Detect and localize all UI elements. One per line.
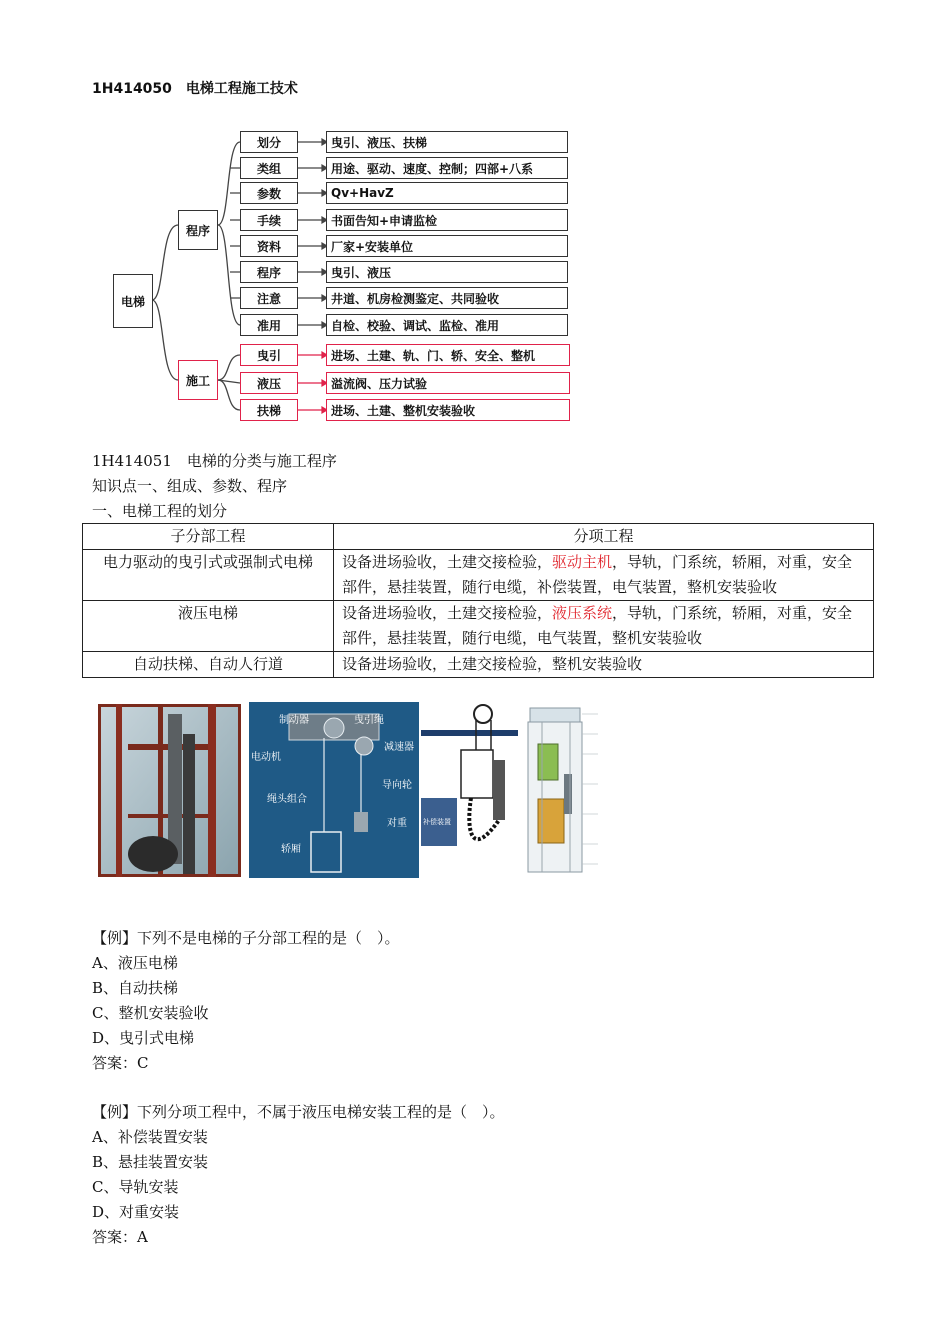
mm-value-division: 曳引、液压、扶梯 bbox=[326, 131, 568, 153]
arrows-construction bbox=[298, 352, 327, 413]
mm-value-category: 用途、驱动、速度、控制；四部+八系 bbox=[326, 157, 568, 179]
connector-root-construction bbox=[152, 300, 178, 380]
label-rope-head: 绳头组合 bbox=[267, 794, 307, 805]
table-header-item: 分项工程 bbox=[334, 524, 874, 550]
mm-value-program: 曳引、液压 bbox=[326, 261, 568, 283]
table-cell-items: 设备进场验收，土建交接检验，驱动主机，导轨，门系统，轿厢，对重，安全部件，悬挂装置，随行电缆，补偿装置，电气装置，整机安装验收 bbox=[334, 550, 874, 601]
traction-elevator-diagram bbox=[249, 702, 419, 878]
mm-value-traction: 进场、土建、轨、门、轿、安全、整机 bbox=[326, 344, 570, 366]
connector-construction-bottom bbox=[218, 380, 240, 410]
knowledge-point: 知识点一、组成、参数、程序 bbox=[92, 477, 288, 495]
connector-construction-top bbox=[218, 355, 240, 380]
mm-key-procedures: 手续 bbox=[240, 209, 298, 231]
table-cell-sub: 电力驱动的曳引式或强制式电梯 bbox=[83, 550, 334, 601]
table-row bbox=[83, 652, 874, 678]
example-2-question: 【例】下列分项工程中，不属于液压电梯安装工程的是（ ）。 bbox=[92, 1103, 505, 1121]
mm-key-program: 程序 bbox=[240, 261, 298, 283]
mindmap-root: 电梯 bbox=[113, 274, 153, 328]
mm-value-escalator: 进场、土建、整机安装验收 bbox=[326, 399, 570, 421]
example-2-answer: 答案：A bbox=[92, 1228, 148, 1246]
table-row bbox=[83, 601, 874, 652]
label-counterweight: 对重 bbox=[387, 818, 407, 829]
label-compensation: 补偿装置 bbox=[423, 818, 451, 826]
table-cell-items: 设备进场验收，土建交接检验，液压系统，导轨，门系统，轿厢，对重，安全部件，悬挂装置，随行电缆，电气装置，整机安装验收 bbox=[334, 601, 874, 652]
arrows-program bbox=[298, 139, 327, 328]
mm-key-approval: 准用 bbox=[240, 314, 298, 336]
connector-program-top bbox=[218, 142, 240, 225]
example-1-question: 【例】下列不是电梯的子分部工程的是（ ）。 bbox=[92, 929, 400, 947]
mm-key-division: 划分 bbox=[240, 131, 298, 153]
section-title: 1H414050 电梯工程施工技术 bbox=[92, 81, 298, 97]
example-2-option-b: B、悬挂装置安装 bbox=[92, 1153, 209, 1171]
division-table bbox=[82, 523, 874, 678]
example-1-option-c: C、整机安装验收 bbox=[92, 1004, 209, 1022]
mm-key-traction: 曳引 bbox=[240, 344, 298, 366]
table-header-row bbox=[83, 524, 874, 550]
label-guide-wheel: 导向轮 bbox=[382, 780, 412, 791]
elevator-shaft-photo bbox=[98, 704, 241, 877]
subsection-title: 1H414051 电梯的分类与施工程序 bbox=[92, 452, 337, 470]
mm-key-parameters: 参数 bbox=[240, 182, 298, 204]
connector-program-bottom bbox=[218, 225, 240, 325]
example-1-option-a: A、液压电梯 bbox=[92, 954, 178, 972]
table-header-sub: 子分部工程 bbox=[83, 524, 334, 550]
mindmap-branch-construction: 施工 bbox=[178, 360, 218, 400]
highlight-drive-machine: 驱动主机 bbox=[552, 553, 613, 571]
mm-key-notes: 注意 bbox=[240, 287, 298, 309]
compensation-chain-diagram bbox=[421, 700, 518, 878]
highlight-hydraulic-system: 液压系统 bbox=[552, 604, 613, 622]
label-car: 轿厢 bbox=[281, 844, 301, 855]
mm-value-documents: 厂家+安装单位 bbox=[326, 235, 568, 257]
table-cell-items: 设备进场验收，土建交接检验，整机安装验收 bbox=[334, 652, 874, 678]
table-row bbox=[83, 550, 874, 601]
mm-value-hydraulic: 溢流阀、压力试验 bbox=[326, 372, 570, 394]
elevator-components-diagram bbox=[520, 704, 602, 878]
mm-key-documents: 资料 bbox=[240, 235, 298, 257]
connector-root-program bbox=[152, 225, 178, 300]
label-motor: 电动机 bbox=[251, 752, 281, 763]
label-reducer: 减速器 bbox=[384, 742, 414, 753]
example-1-option-d: D、曳引式电梯 bbox=[92, 1029, 195, 1047]
mindmap-branch-program: 程序 bbox=[178, 210, 218, 250]
example-1-answer: 答案：C bbox=[92, 1054, 149, 1072]
example-2-option-a: A、补偿装置安装 bbox=[92, 1128, 208, 1146]
example-1-option-b: B、自动扶梯 bbox=[92, 979, 179, 997]
label-brake: 制动器 bbox=[279, 715, 309, 726]
table-cell-sub: 自动扶梯、自动人行道 bbox=[83, 652, 334, 678]
mm-value-procedures: 书面告知+申请监检 bbox=[326, 209, 568, 231]
mm-value-approval: 自检、校验、调试、监检、准用 bbox=[326, 314, 568, 336]
part-title: 一、电梯工程的划分 bbox=[92, 502, 228, 520]
table-cell-sub: 液压电梯 bbox=[83, 601, 334, 652]
mm-key-escalator: 扶梯 bbox=[240, 399, 298, 421]
mm-key-category: 类组 bbox=[240, 157, 298, 179]
mm-value-parameters: Qv+HavZ bbox=[326, 182, 568, 204]
mm-value-notes: 井道、机房检测鉴定、共同验收 bbox=[326, 287, 568, 309]
example-2-option-c: C、导轨安装 bbox=[92, 1178, 179, 1196]
example-2-option-d: D、对重安装 bbox=[92, 1203, 180, 1221]
label-hoist-rope: 曳引绳 bbox=[354, 715, 384, 726]
mm-key-hydraulic: 液压 bbox=[240, 372, 298, 394]
